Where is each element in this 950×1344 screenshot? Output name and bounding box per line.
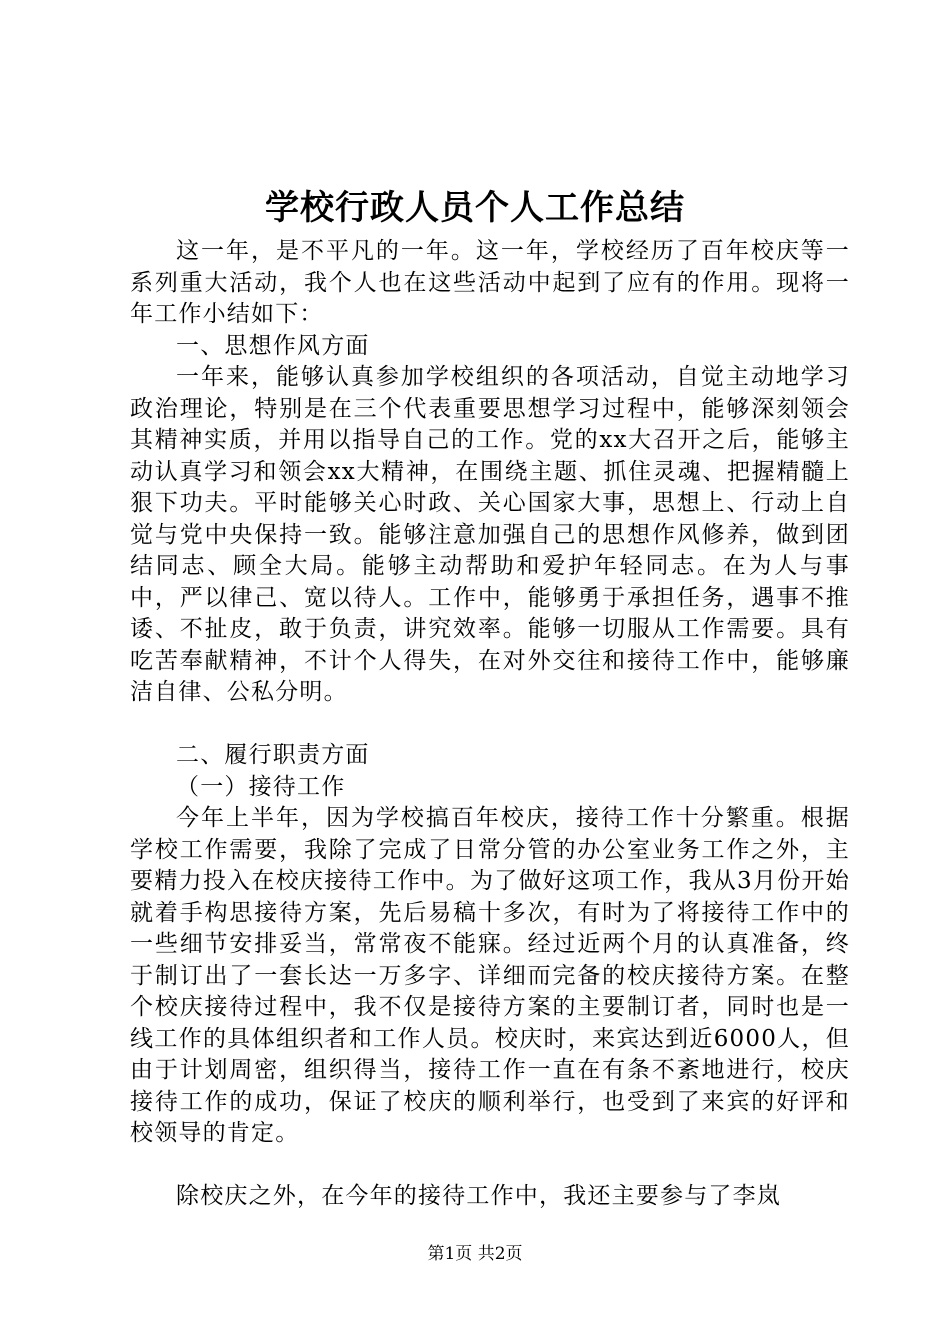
subsection-paragraph-1: 今年上半年，因为学校搞百年校庆，接待工作十分繁重。根据学校工作需要，我除了完成了日常分管的办公室业务工作之外，主要精力投入在校庆接待工作中。为了做好这项工作，我从3月份开始就着手构思接待方案，先后易稿十多次，有时为了将接待工作中的一些细节安排妥当，常常夜不能寐。经过近两个月的认真准备，终于制订出了一套长达一万多字、详细而完备的校庆接待方案。在整个校庆接待过程中，我不仅是接待方案的主要制订者，同时也是一线工作的具体组织者和工作人员。校庆时，来宾达到近6000人，但由于计划周密，组织得当，接待工作一直在有条不紊地进行，校庆接待工作的成功，保证了校庆的顺利举行，也受到了来宾的好评和校领导的肯定。 — [130, 805, 850, 1146]
closing-paragraph: 除校庆之外，在今年的接待工作中，我还主要参与了李岚 — [176, 1183, 781, 1209]
section-paragraph-1: 一年来，能够认真参加学校组织的各项活动，自觉主动地学习政治理论，特别是在三个代表重要思想学习过程中，能够深刻领会其精神实质，并用以指导自己的工作。党的xx大召开之后，能够主动认真学习和领会xx大精神，在围绕主题、抓住灵魂、把握精髓上狠下功夫。平时能够关心时政、关心国家大事，思想上、行动上自觉与党中央保持一致。能够注意加强自己的思想作风修养，做到团结同志、顾全大局。能够主动帮助和爱护年轻同志。在为人与事中，严以律己、宽以待人。工作中，能够勇于承担任务，遇事不推诿、不扯皮，敢于负责，讲究效率。能够一切服从工作需要。具有吃苦奉献精神，不计个人得失，在对外交往和接待工作中，能够廉洁自律、公私分明。 — [130, 364, 850, 705]
page-footer: 第1页 共2页 — [427, 1244, 523, 1264]
section-heading-1: 一、思想作风方面 — [176, 332, 370, 359]
section-heading-2: 二、履行职责方面 — [176, 742, 370, 768]
paragraph-spacer — [130, 1150, 850, 1182]
paragraph-spacer — [130, 709, 850, 741]
subsection-heading-1: （一）接待工作 — [176, 773, 346, 800]
intro-paragraph: 这一年，是不平凡的一年。这一年，学校经历了百年校庆等一系列重大活动，我个人也在这些活动中起到了应有的作用。现将一年工作小结如下： — [130, 238, 850, 327]
document-title: 学校行政人员个人工作总结 — [265, 188, 685, 228]
document-body — [130, 236, 850, 1213]
